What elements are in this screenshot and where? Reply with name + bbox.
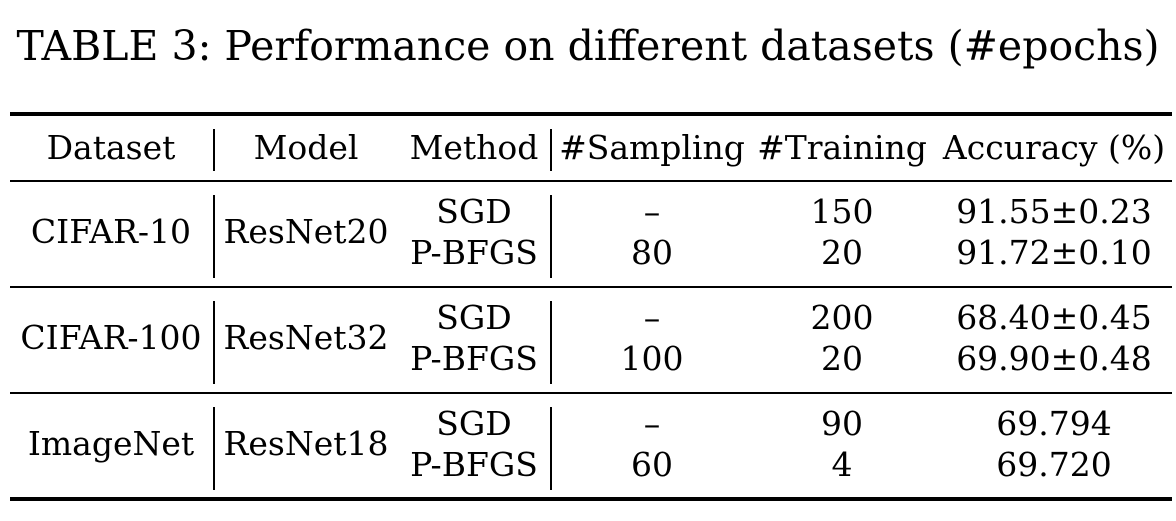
dataset-cell: CIFAR-100	[20, 318, 202, 357]
sampling-cell: –	[643, 298, 661, 337]
method-cell: P-BFGS	[410, 445, 538, 484]
column-divider-dataset	[213, 301, 215, 384]
header-method: Method	[409, 128, 539, 167]
dataset-cell: CIFAR-10	[30, 212, 192, 251]
dataset-cell: ImageNet	[27, 424, 195, 463]
accuracy-cell: 68.40±0.45	[956, 298, 1152, 337]
accuracy-cell: 69.90±0.48	[956, 339, 1152, 378]
column-divider-method	[550, 195, 552, 278]
training-cell: 20	[821, 233, 863, 272]
column-divider-method	[550, 301, 552, 384]
method-cell: P-BFGS	[410, 339, 538, 378]
training-cell: 20	[821, 339, 863, 378]
table-caption: TABLE 3: Performance on different datasets (#epochs)	[16, 22, 1160, 70]
accuracy-cell: 91.72±0.10	[956, 233, 1152, 272]
bottom-rule	[10, 497, 1172, 501]
method-cell: SGD	[436, 404, 512, 443]
header-sampling: #Sampling	[559, 128, 745, 167]
training-cell: 90	[821, 404, 863, 443]
group-rule-1	[10, 286, 1172, 288]
model-cell: ResNet20	[223, 212, 389, 251]
accuracy-cell: 69.720	[996, 445, 1112, 484]
column-divider-dataset	[213, 195, 215, 278]
sampling-cell: –	[643, 192, 661, 231]
method-cell: SGD	[436, 192, 512, 231]
column-divider-method	[550, 129, 552, 171]
column-divider-dataset	[213, 407, 215, 490]
model-cell: ResNet32	[223, 318, 389, 357]
header-training: #Training	[757, 128, 927, 167]
training-cell: 150	[810, 192, 874, 231]
method-cell: P-BFGS	[410, 233, 538, 272]
training-cell: 200	[810, 298, 874, 337]
sampling-cell: 100	[620, 339, 684, 378]
header-rule	[10, 180, 1172, 182]
top-rule	[10, 112, 1172, 116]
accuracy-cell: 91.55±0.23	[956, 192, 1152, 231]
sampling-cell: 80	[631, 233, 673, 272]
header-model: Model	[253, 128, 359, 167]
method-cell: SGD	[436, 298, 512, 337]
sampling-cell: –	[643, 404, 661, 443]
sampling-cell: 60	[631, 445, 673, 484]
column-divider-method	[550, 407, 552, 490]
accuracy-cell: 69.794	[996, 404, 1112, 443]
model-cell: ResNet18	[223, 424, 389, 463]
header-dataset: Dataset	[46, 128, 176, 167]
group-rule-2	[10, 392, 1172, 394]
column-divider-dataset	[213, 129, 215, 171]
header-accuracy: Accuracy (%)	[942, 128, 1166, 167]
training-cell: 4	[831, 445, 853, 484]
